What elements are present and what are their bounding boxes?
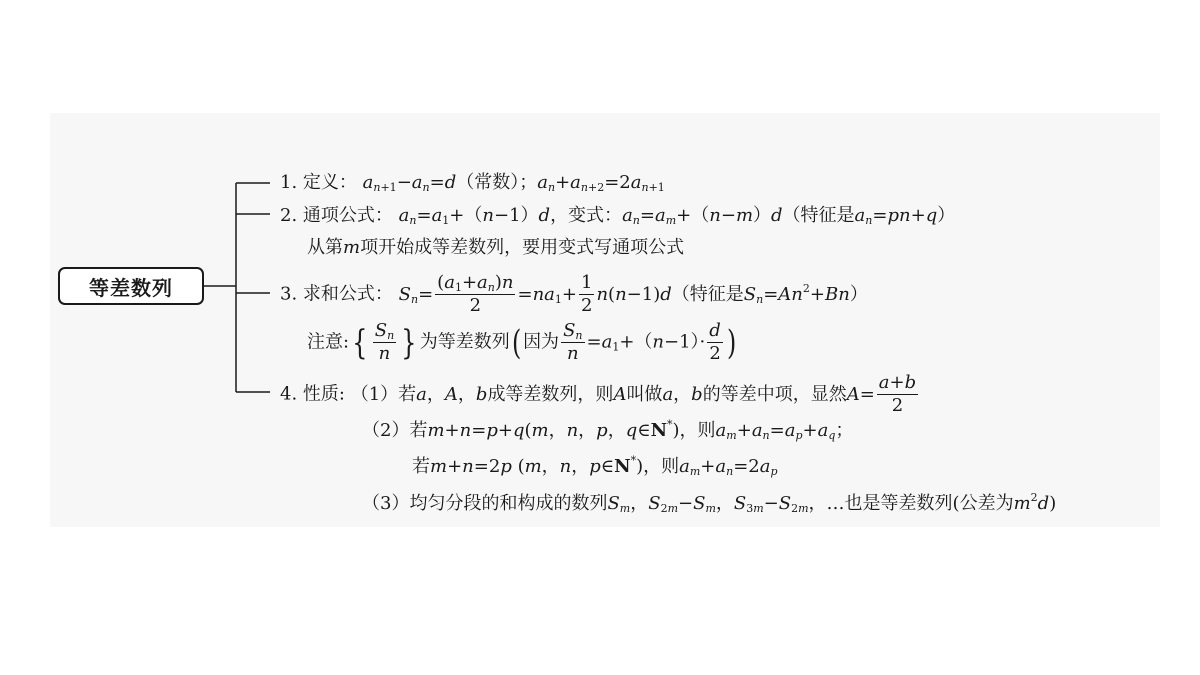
definition-label: 定义： (302, 172, 357, 193)
sum-line (280, 274, 868, 315)
sum-note: 注意:{ $\frac{S_n}{n}$ } 为等差数列( 因为 $\frac{S_n}{n}$ $=a_1+(n-1)\cdot$ $\frac{d}{2}$ ) (307, 320, 737, 364)
properties-label: 性质: (302, 383, 345, 405)
general-term-label: 通项公式： (302, 205, 393, 226)
general-term-number: 2. (280, 205, 303, 226)
sum-label: 求和公式： (302, 283, 393, 305)
root-node (58, 267, 204, 305)
sum-number: 3. (280, 283, 303, 305)
definition-line (280, 171, 665, 195)
property-2a: （2）若m+n=p+q(m，n，p，q∈N*)，则$a_m+a_n=a_p+a_q$； (362, 418, 854, 442)
definition-formula: $a_{n+1}-a_n=d$（常数）；$a_n+a_{n+2}=2a_{n+1}$ (362, 172, 665, 194)
property-2b: 若m+n=2p (m，n，p∈N*)，则$a_m+a_n=2a_p$ (412, 454, 778, 478)
root-label: 等差数列 (89, 275, 173, 300)
general-term-note: 从第m项开始成等差数列，要用变式写通项公式 (307, 237, 685, 258)
general-term-formula: $a_n=a_1+(n-1)d$，变式：$a_n=a_m+(n-m)d$（特征是$a_n=pn+q$） (398, 205, 956, 227)
definition-number: 1. (280, 172, 303, 193)
property-3: （3）均匀分段的和构成的数列$S_m$，$S_{2m}-S_m$，$S_{3m}-S_{2m}$，…也是等差数列(公差为$m^2d$) (362, 491, 1057, 515)
property-1: （1）若a，A，b成等差数列，则A叫做a，b的等差中项，显然A= $\frac{a+b}{2}$ (350, 372, 917, 416)
properties-line (280, 374, 920, 415)
sum-formula: $S_n=$ $\frac{(a_1+a_n)n}{2}$ $=na_1+$ $\frac{1}{2}$ n(n−1)d（特征是$S_n=An^2+Bn$） (398, 272, 868, 316)
general-term-line (280, 204, 955, 228)
properties-number: 4. (280, 383, 303, 405)
